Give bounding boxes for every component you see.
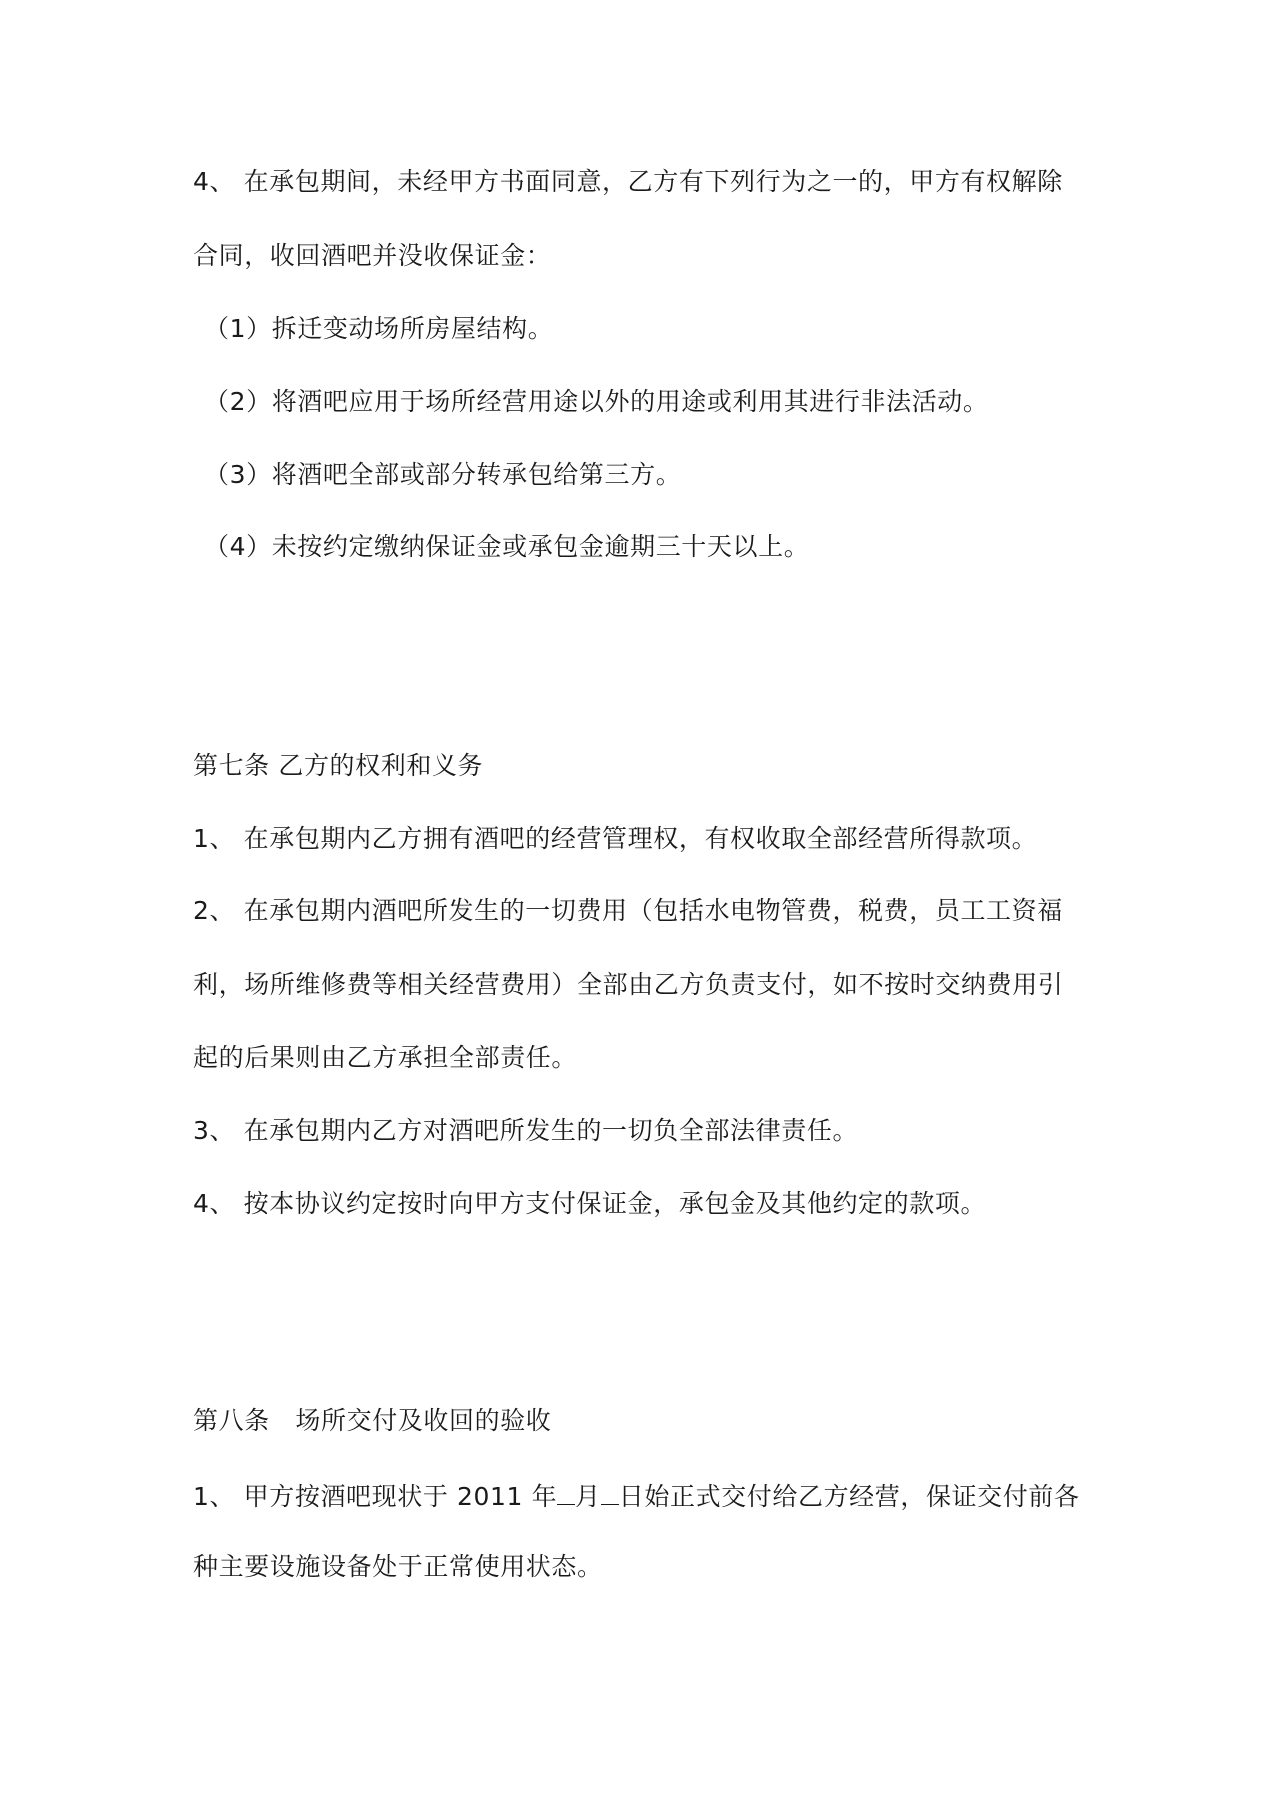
section6-item4-line1: 4、 在承包期间，未经甲方书面同意，乙方有下列行为之一的，甲方有权解除 — [193, 167, 1063, 196]
section8-item1-line1 — [193, 1478, 1080, 1513]
section6-item4-line2: 合同，收回酒吧并没收保证金： — [193, 241, 552, 270]
section7-heading: 第七条 乙方的权利和义务 — [193, 751, 484, 780]
section6-sub3: （3）将酒吧全部或部分转承包给第三方。 — [204, 460, 682, 489]
section7-item2-line2: 利，场所维修费等相关经营费用）全部由乙方负责支付，如不按时交纳费用引 — [193, 970, 1064, 999]
section7-item1: 1、 在承包期内乙方拥有酒吧的经营管理权，有权收取全部经营所得款项。 — [193, 824, 1038, 853]
section8-item1-part2: 日始正式交付给乙方经营，保证交付前各 — [618, 1482, 1080, 1511]
section6-sub2: （2）将酒吧应用于场所经营用途以外的用途或利用其进行非法活动。 — [204, 387, 989, 416]
section8-item1-line2: 种主要设施设备处于正常使用状态。 — [193, 1552, 603, 1581]
section8-heading: 第八条 场所交付及收回的验收 — [193, 1406, 552, 1435]
section7-item3: 3、 在承包期内乙方对酒吧所发生的一切负全部法律责任。 — [193, 1116, 859, 1145]
section8-item1-month: 月 — [575, 1482, 601, 1511]
section8-item1-part1: 1、 甲方按酒吧现状于 2011 年 — [193, 1482, 558, 1511]
blank-day-field — [601, 1478, 619, 1505]
section6-sub1: （1）拆迁变动场所房屋结构。 — [204, 314, 554, 343]
section7-item4: 4、 按本协议约定按时向甲方支付保证金，承包金及其他约定的款项。 — [193, 1189, 987, 1218]
section7-item2-line3: 起的后果则由乙方承担全部责任。 — [193, 1043, 578, 1072]
section6-sub4: （4）未按约定缴纳保证金或承包金逾期三十天以上。 — [204, 532, 810, 561]
section7-item2-line1: 2、 在承包期内酒吧所发生的一切费用（包括水电物管费，税费，员工工资福 — [193, 896, 1063, 925]
blank-month-field — [557, 1478, 575, 1505]
